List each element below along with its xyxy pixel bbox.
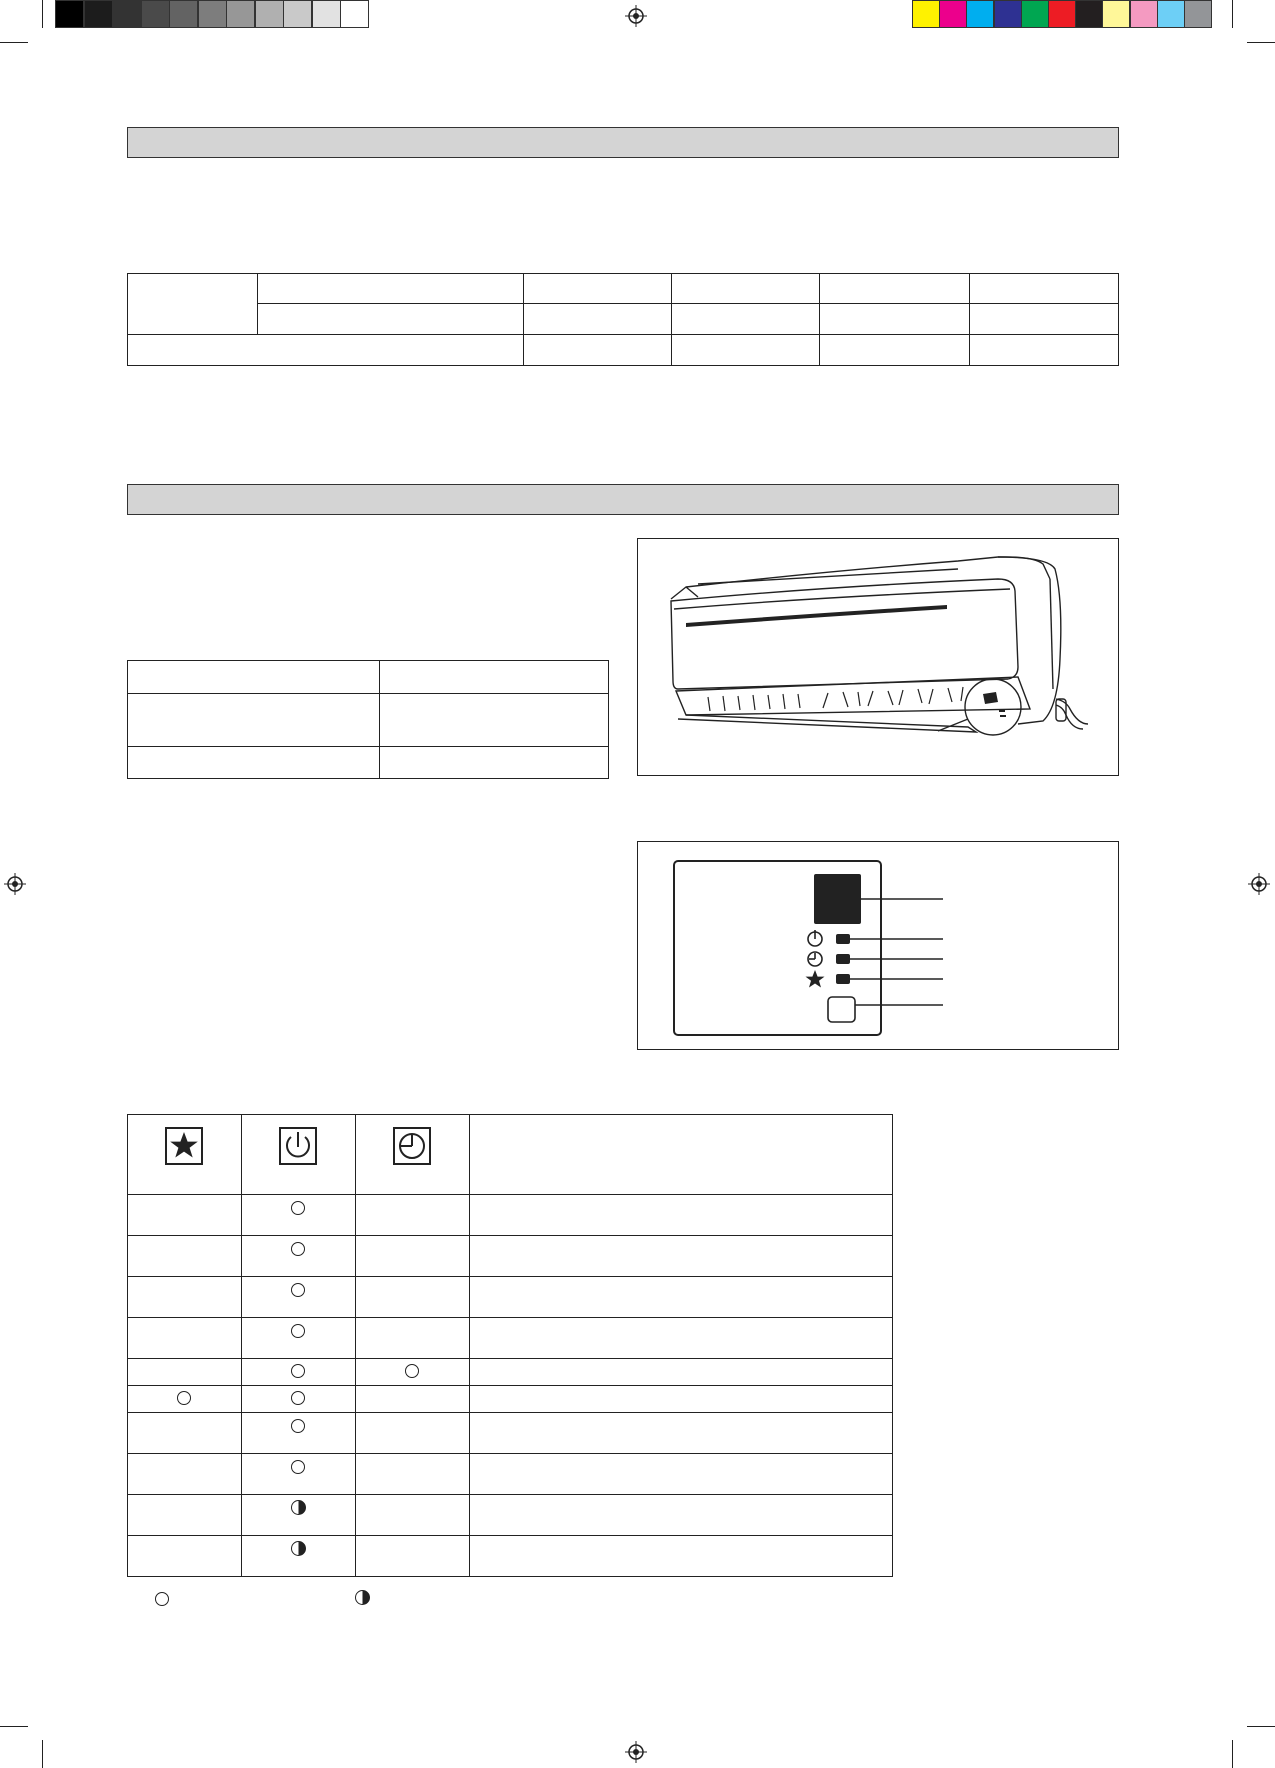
- indoor-unit-figure: [637, 538, 1119, 776]
- color-swatch: [1102, 0, 1130, 28]
- table-cell: [469, 1359, 892, 1386]
- table-header-cell: [241, 1115, 355, 1195]
- timer-icon: [393, 1127, 431, 1165]
- color-swatch: [994, 0, 1022, 28]
- table-header-cell: [469, 1115, 892, 1195]
- spec-table: [127, 273, 1119, 366]
- table-cell: [128, 694, 380, 747]
- table-cell: [128, 1386, 242, 1413]
- table-cell: [128, 1359, 242, 1386]
- crop-mark: [0, 42, 28, 43]
- table-cell: [355, 1318, 469, 1359]
- indicator-on-icon: [291, 1391, 305, 1405]
- table-cell: [128, 1454, 242, 1495]
- table-row: [128, 1454, 893, 1495]
- table-cell: [469, 1495, 892, 1536]
- table-cell: [241, 1454, 355, 1495]
- table-cell: [820, 335, 970, 366]
- indicator-on-icon: [291, 1460, 305, 1474]
- table-cell: [380, 661, 609, 694]
- table-cell: [128, 1495, 242, 1536]
- crop-mark: [42, 1740, 43, 1768]
- table-cell: [469, 1454, 892, 1495]
- table-cell: [241, 1318, 355, 1359]
- indicator-table: [127, 660, 609, 779]
- table-cell: [970, 304, 1119, 335]
- star-icon: [165, 1127, 203, 1165]
- crop-mark: [1247, 1726, 1275, 1727]
- gray-swatch: [283, 0, 312, 28]
- table-header-cell: [128, 1115, 242, 1195]
- indoor-unit-illustration: [638, 539, 1117, 774]
- color-swatch: [1075, 0, 1103, 28]
- indicator-on-icon: [291, 1242, 305, 1256]
- table-cell: [380, 694, 609, 747]
- gray-swatch: [198, 0, 227, 28]
- power-led: [836, 934, 850, 944]
- table-row: [128, 1413, 893, 1454]
- power-icon: [279, 1127, 317, 1165]
- table-cell: [128, 1318, 242, 1359]
- table-row: [128, 1195, 893, 1236]
- half-filled-circle-icon: [355, 1590, 370, 1605]
- color-swatch: [912, 0, 940, 28]
- crop-mark: [0, 1726, 28, 1727]
- indicator-on-icon: [405, 1364, 419, 1378]
- table-cell: [128, 1236, 242, 1277]
- table-cell: [469, 1318, 892, 1359]
- registration-mark-icon: [625, 5, 647, 27]
- star-icon: [806, 970, 825, 988]
- table-row: [128, 1495, 893, 1536]
- color-swatch: [1184, 0, 1212, 28]
- display-panel-icon: [983, 692, 1006, 717]
- table-cell: [257, 274, 523, 304]
- gray-swatch: [84, 0, 113, 28]
- table-cell: [355, 1454, 469, 1495]
- control-panel-illustration: [638, 842, 1117, 1048]
- table-cell: [523, 304, 672, 335]
- registration-mark-icon: [4, 873, 26, 895]
- circle-outline-icon: [155, 1592, 169, 1606]
- table-row: [128, 1277, 893, 1318]
- table-cell: [469, 1536, 892, 1577]
- table-cell: [355, 1495, 469, 1536]
- gray-swatch: [112, 0, 141, 28]
- timer-icon: [808, 952, 822, 966]
- table-cell: [380, 747, 609, 779]
- status-table: [127, 1114, 893, 1577]
- registration-mark-icon: [1248, 873, 1270, 895]
- table-cell: [128, 1413, 242, 1454]
- table-cell: [355, 1359, 469, 1386]
- table-cell: [355, 1413, 469, 1454]
- indicator-on-icon: [291, 1324, 305, 1338]
- table-row: [128, 1318, 893, 1359]
- table-cell: [820, 274, 970, 304]
- table-cell: [241, 1277, 355, 1318]
- indicator-blink-icon: [291, 1541, 306, 1556]
- indicator-on-icon: [291, 1201, 305, 1215]
- table-cell: [128, 335, 524, 366]
- table-cell: [128, 661, 380, 694]
- table-cell: [128, 1195, 242, 1236]
- table-cell: [128, 747, 380, 779]
- indicator-blink-icon: [291, 1500, 306, 1515]
- crop-mark: [1232, 0, 1233, 28]
- color-swatch: [966, 0, 994, 28]
- table-cell: [469, 1386, 892, 1413]
- color-swatch: [1130, 0, 1158, 28]
- timer-led: [836, 954, 850, 964]
- star-led: [836, 974, 850, 984]
- indicator-on-icon: [177, 1391, 191, 1405]
- indicator-on-icon: [291, 1419, 305, 1433]
- table-cell: [241, 1236, 355, 1277]
- section-header-band: [127, 484, 1119, 515]
- table-cell: [355, 1236, 469, 1277]
- gray-swatch: [141, 0, 170, 28]
- table-cell: [128, 1536, 242, 1577]
- table-cell: [469, 1277, 892, 1318]
- table-cell: [523, 274, 672, 304]
- table-cell: [355, 1386, 469, 1413]
- table-row: [128, 1236, 893, 1277]
- indicator-on-icon: [291, 1283, 305, 1297]
- receiver-button-outline: [828, 997, 855, 1022]
- table-cell: [469, 1195, 892, 1236]
- table-cell: [820, 304, 970, 335]
- table-cell: [128, 1277, 242, 1318]
- callout-lines: [850, 899, 943, 1005]
- color-swatch: [1048, 0, 1076, 28]
- crop-mark: [1247, 42, 1275, 43]
- table-cell: [241, 1359, 355, 1386]
- gray-swatch: [55, 0, 84, 28]
- gray-swatch: [340, 0, 369, 28]
- table-cell: [970, 335, 1119, 366]
- table-cell: [257, 304, 523, 335]
- gray-swatch: [169, 0, 198, 28]
- table-cell: [355, 1536, 469, 1577]
- table-cell: [355, 1195, 469, 1236]
- section-header-band: [127, 127, 1119, 158]
- table-cell: [672, 304, 820, 335]
- gray-swatch: [226, 0, 255, 28]
- table-cell: [241, 1413, 355, 1454]
- table-cell: [128, 274, 258, 335]
- gray-swatch: [255, 0, 284, 28]
- table-row: [128, 1536, 893, 1577]
- table-cell: [970, 274, 1119, 304]
- table-cell: [672, 335, 820, 366]
- color-swatch: [1157, 0, 1185, 28]
- indicator-on-icon: [291, 1364, 305, 1378]
- display-window: [814, 874, 861, 924]
- crop-mark: [1232, 1740, 1233, 1768]
- color-swatch: [1021, 0, 1049, 28]
- table-row: [128, 1359, 893, 1386]
- crop-mark: [42, 0, 43, 28]
- table-cell: [241, 1495, 355, 1536]
- table-cell: [241, 1195, 355, 1236]
- table-cell: [469, 1236, 892, 1277]
- power-icon: [808, 930, 822, 946]
- table-row: [128, 1386, 893, 1413]
- control-panel-figure: [637, 841, 1119, 1050]
- table-cell: [241, 1386, 355, 1413]
- table-cell: [355, 1277, 469, 1318]
- table-cell: [523, 335, 672, 366]
- table-header-cell: [355, 1115, 469, 1195]
- table-cell: [672, 274, 820, 304]
- table-cell: [469, 1413, 892, 1454]
- table-cell: [241, 1536, 355, 1577]
- registration-mark-icon: [625, 1741, 647, 1763]
- color-swatch: [939, 0, 967, 28]
- gray-swatch: [312, 0, 341, 28]
